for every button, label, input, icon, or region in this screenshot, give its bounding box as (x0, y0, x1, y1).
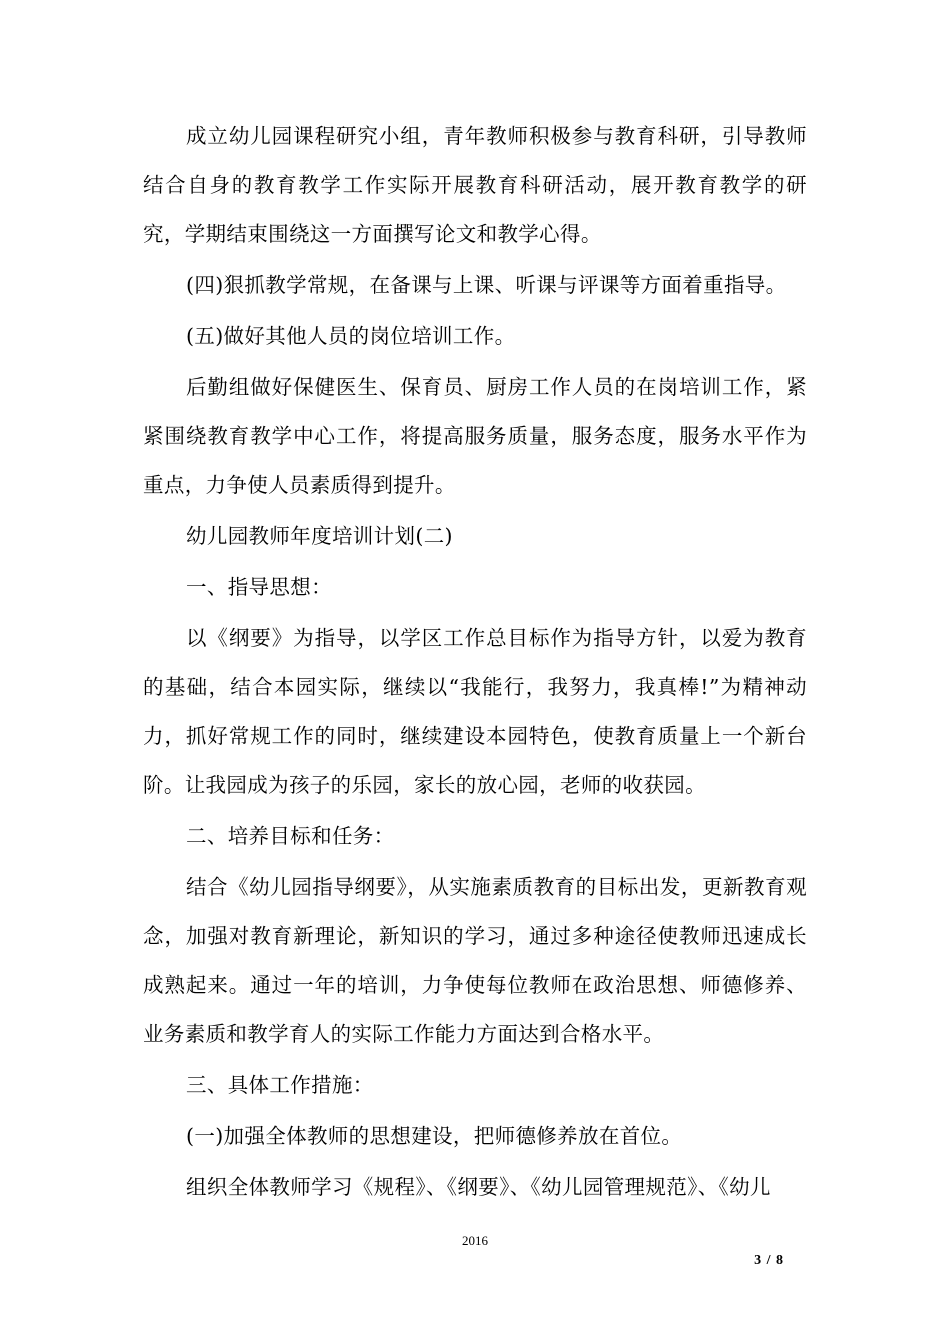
paragraph-guiding-ideology: 以《纲要》为指导，以学区工作总目标作为指导方针，以爱为教育的基础，结合本园实际，继续以“我能行，我努力，我真棒!”为精神动力，抓好常规工作的同时，继续建设本园特色，使教育质量上一个新台阶。让我园成为孩子的乐园，家长的放心园，老师的收获园。 (143, 626, 807, 797)
page-number: 3 / 8 (754, 1253, 784, 1268)
document-body (143, 112, 807, 1212)
paragraph-research-group: 成立幼儿园课程研究小组，青年教师积极参与教育科研，引导教师结合自身的教育教学工作实际开展教育科研活动，展开教育教学的研究，学期结束围绕这一方面撰写论文和教学心得。 (143, 124, 807, 246)
paragraph-goals-tasks: 结合《幼儿园指导纲要》，从实施素质教育的目标出发，更新教育观念，加强对教育新理论，新知识的学习，通过多种途径使教师迅速成长成熟起来。通过一年的培训，力争使每位教师在政治思想、师德修养、业务素质和教学育人的实际工作能力方面达到合格水平。 (143, 875, 807, 1046)
paragraph-study-regulations: 组织全体教师学习《规程》、《纲要》、《幼儿园管理规范》、《幼儿 (186, 1175, 771, 1199)
paragraph-item-five: (五)做好其他人员的岗位培训工作。 (186, 324, 516, 348)
heading-goals-tasks: 二、培养目标和任务： (186, 824, 395, 848)
paragraph-logistics-training: 后勤组做好保健医生、保育员、厨房工作人员的在岗培训工作，紧紧围绕教育教学中心工作，将提高服务质量，服务态度，服务水平作为重点，力争使人员素质得到提升。 (143, 375, 807, 497)
heading-work-measures: 三、具体工作措施： (186, 1073, 374, 1097)
paragraph-item-four: (四)狠抓教学常规，在备课与上课、听课与评课等方面着重指导。 (186, 273, 787, 297)
heading-guiding-ideology: 一、指导思想： (186, 575, 332, 599)
section-title-plan-two: 幼儿园教师年度培训计划(二) (186, 524, 453, 548)
paragraph-item-one: (一)加强全体教师的思想建设，把师德修养放在首位。 (186, 1124, 683, 1148)
footer-year: 2016 (462, 1233, 488, 1248)
